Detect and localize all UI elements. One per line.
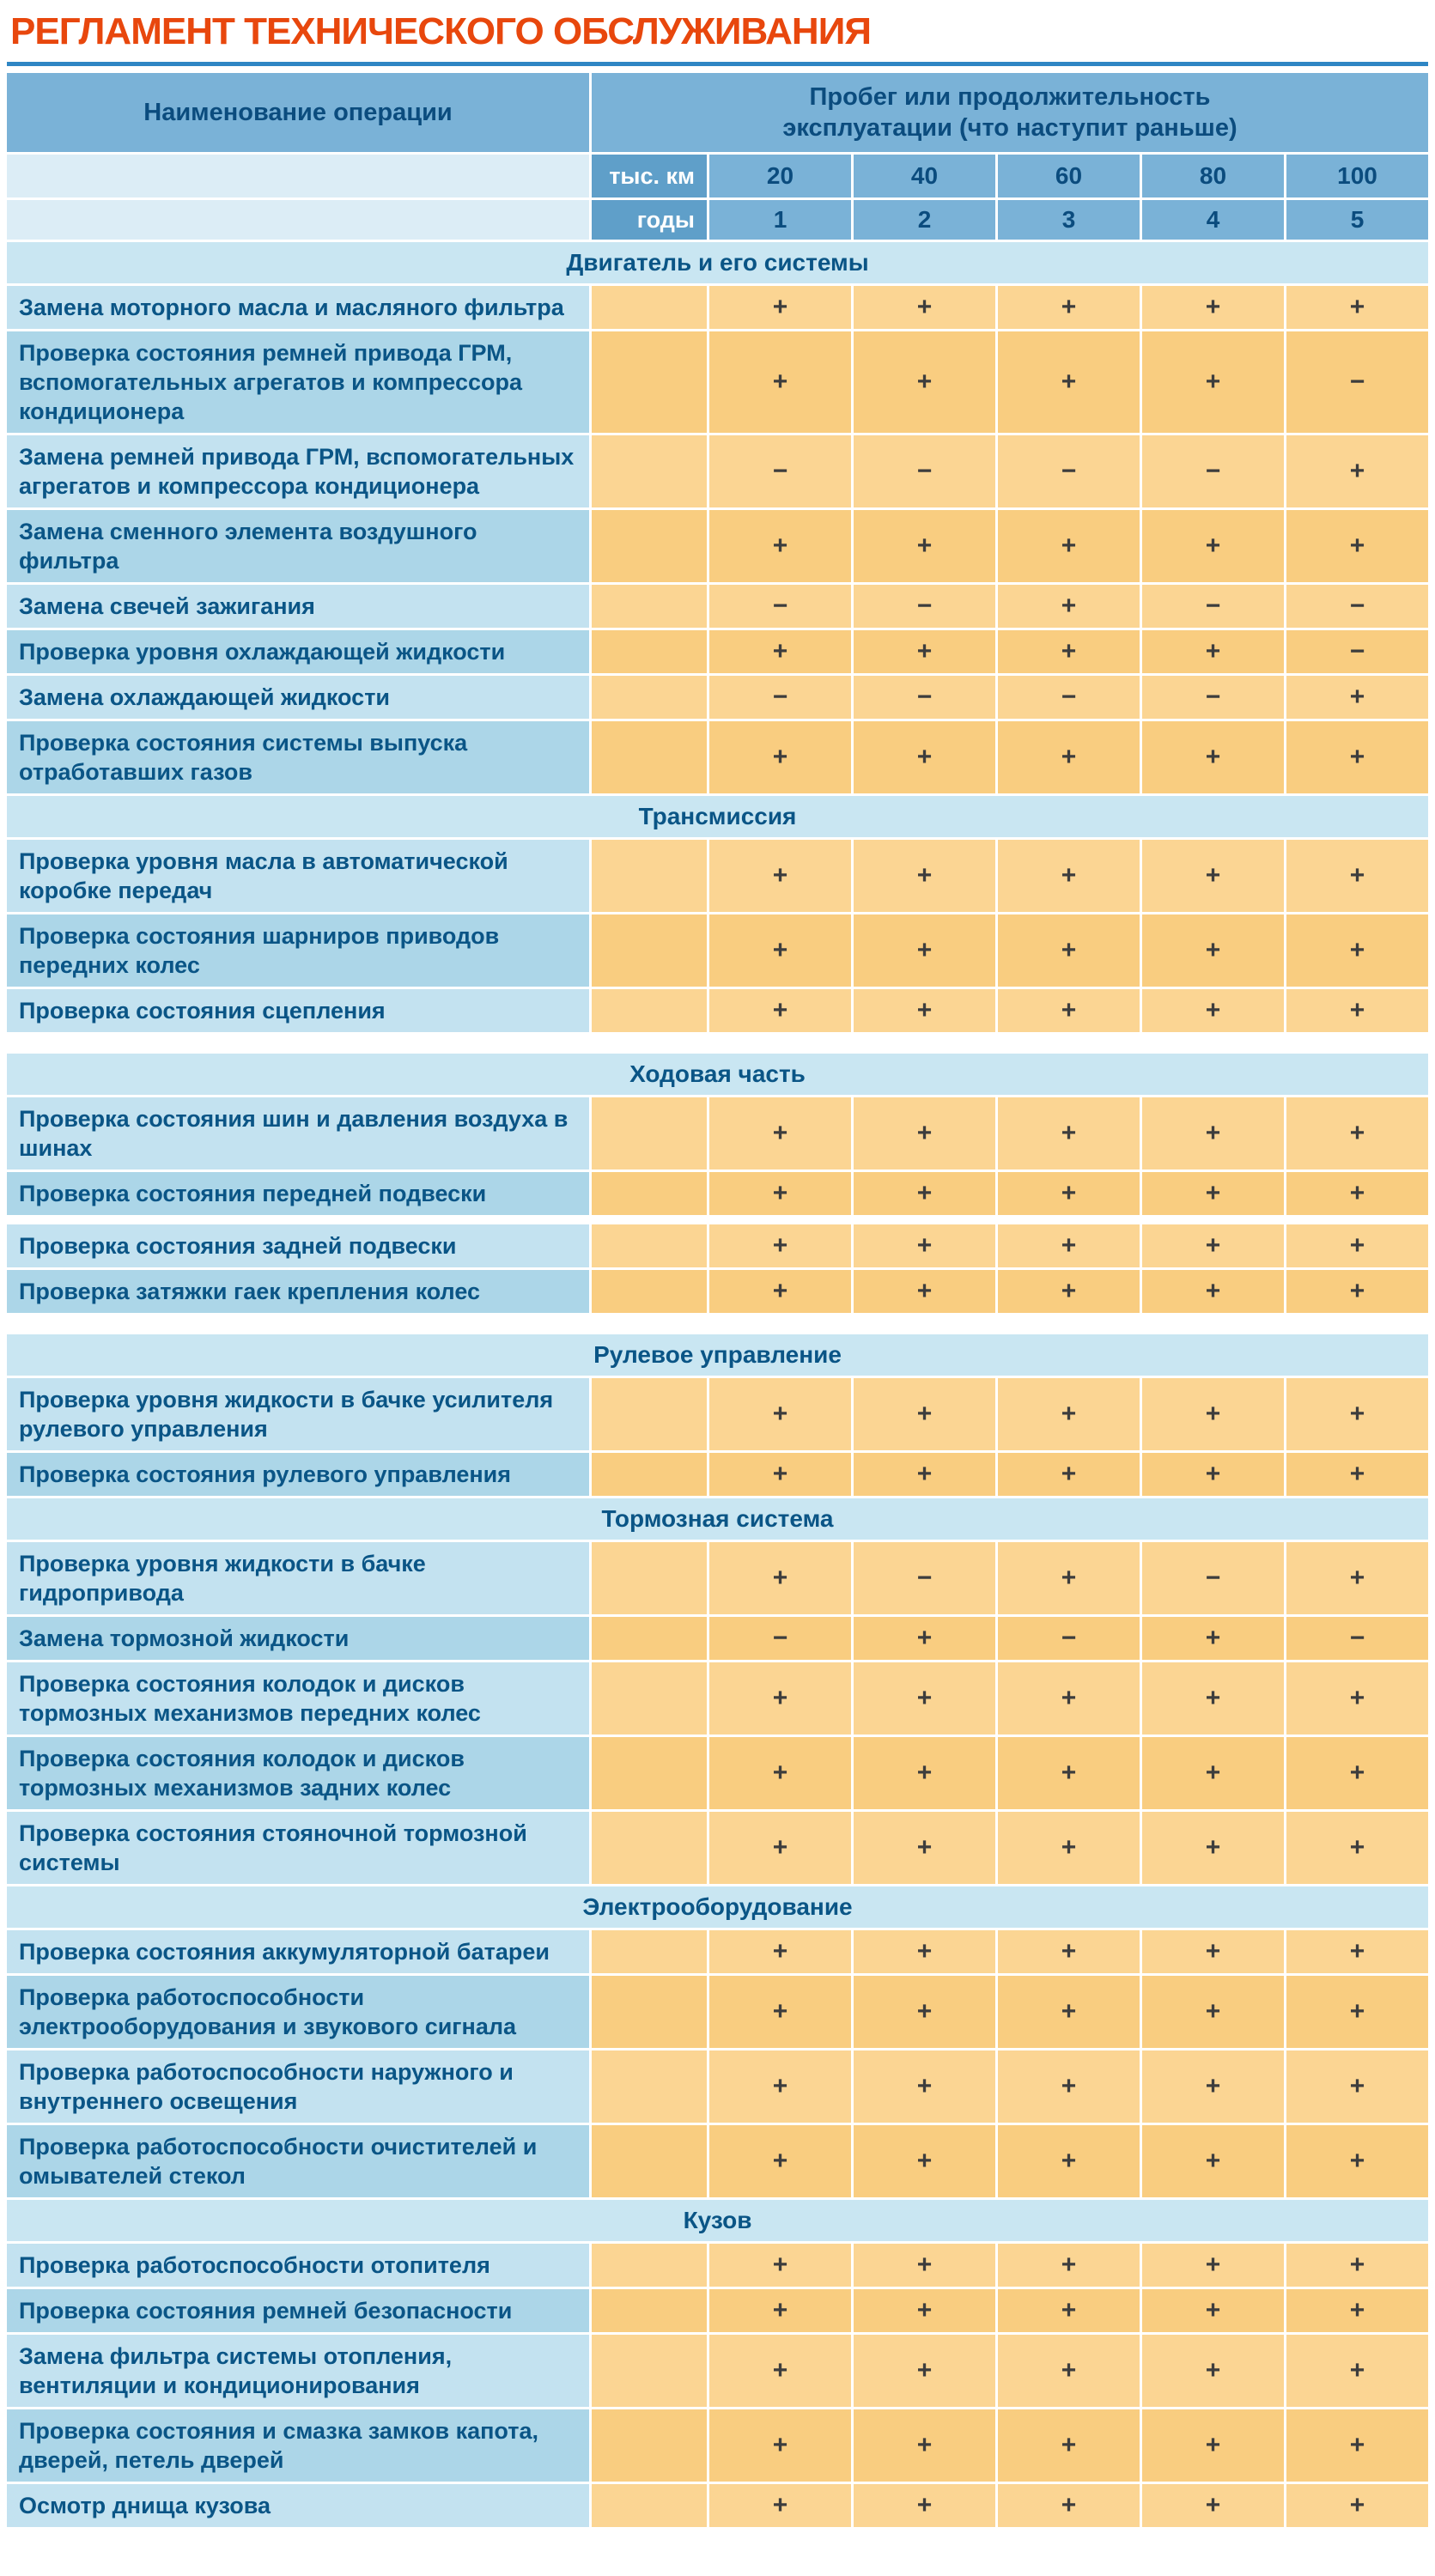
mark-cell: + [1142,1453,1284,1496]
mark-cell: + [998,1097,1140,1170]
operation-row [7,2484,1428,2527]
mark-cell: + [854,914,995,987]
mark-cell: + [1142,1378,1284,1450]
mark-cell: + [1286,914,1428,987]
mark-spacer-cell [592,1737,707,1809]
mark-cell: + [1286,1542,1428,1614]
mark-cell: + [1142,2289,1284,2332]
units-value-cell: 100 [1286,155,1428,197]
header-empty-cell [7,155,589,197]
mark-cell: + [709,1976,851,2048]
mark-spacer-cell [592,1662,707,1735]
mark-cell: + [709,2289,851,2332]
operation-column-header: Наименование операции [7,73,589,152]
mark-cell: + [1286,1172,1428,1215]
mark-cell: + [1286,721,1428,793]
section-header-row [7,1334,1428,1376]
mark-cell: + [998,2335,1140,2407]
mark-cell: + [709,2335,851,2407]
units-value-cell: 40 [854,155,995,197]
section-gap [7,1035,1428,1054]
mark-cell: + [998,2289,1140,2332]
operation-name-cell: Проверка уровня охлаждающей жидкости [7,630,589,673]
mark-cell: + [854,630,995,673]
operation-name-cell: Замена тормозной жидкости [7,1617,589,1660]
mark-spacer-cell [592,2050,707,2123]
mark-cell: + [998,510,1140,582]
mark-spacer-cell [592,286,707,329]
operation-row [7,1172,1428,1215]
section-header-row [7,1054,1428,1095]
mark-cell: − [998,1617,1140,1660]
mark-spacer-cell [592,585,707,628]
mark-cell: + [709,2244,851,2287]
mark-spacer-cell [592,676,707,719]
mileage-header [592,73,1428,152]
mark-spacer-cell [592,2289,707,2332]
mark-cell: + [1142,721,1284,793]
page-title: РЕГЛАМЕНТ ТЕХНИЧЕСКОГО ОБСЛУЖИВАНИЯ [10,10,871,52]
section-header: Трансмиссия [7,796,1428,837]
operation-row [7,1097,1428,1170]
mark-cell: + [854,2244,995,2287]
section-header-row [7,1498,1428,1540]
years-value-cell: 5 [1286,200,1428,240]
mark-cell: + [709,1172,851,1215]
mark-cell: + [854,286,995,329]
section-header: Тормозная система [7,1498,1428,1540]
operation-row [7,331,1428,433]
mark-cell: + [1286,1812,1428,1884]
mark-cell: + [1286,1097,1428,1170]
mark-cell: + [1286,1737,1428,1809]
mark-cell: + [854,331,995,433]
operation-name-cell: Замена фильтра системы отопления, вентиляции и кондиционирования [7,2335,589,2407]
mark-cell: + [709,331,851,433]
operation-row [7,630,1428,673]
mark-cell: + [998,1542,1140,1614]
mark-cell: + [854,1270,995,1313]
mark-cell: − [1286,630,1428,673]
maintenance-table [7,73,1428,2527]
mark-cell: + [1142,1224,1284,1267]
mark-cell: + [1286,2125,1428,2197]
operation-name-cell: Проверка состояния сцепления [7,989,589,1032]
mark-cell: + [709,1812,851,1884]
mark-cell: + [709,1662,851,1735]
mark-cell: + [854,2335,995,2407]
operation-name-cell: Замена охлаждающей жидкости [7,676,589,719]
mark-cell: + [1286,2289,1428,2332]
units-value-cell: 80 [1142,155,1284,197]
operation-name-cell: Проверка состояния и смазка замков капота, дверей, петель дверей [7,2409,589,2482]
mark-cell: + [1286,1976,1428,2048]
mark-cell: + [854,1224,995,1267]
mark-cell: + [854,1737,995,1809]
mark-cell: + [709,989,851,1032]
mark-cell: − [1142,1542,1284,1614]
mark-cell: + [1286,676,1428,719]
mark-cell: + [1142,1270,1284,1313]
mark-spacer-cell [592,1930,707,1973]
mark-cell: − [998,676,1140,719]
section-header: Двигатель и его системы [7,242,1428,283]
mark-spacer-cell [592,510,707,582]
mark-spacer-cell [592,1812,707,1884]
mark-cell: + [709,2050,851,2123]
header-empty-cell [7,200,589,240]
operation-name-cell: Проверка состояния аккумуляторной батареи [7,1930,589,1973]
mark-cell: + [1142,1662,1284,1735]
mark-cell: + [854,1812,995,1884]
mark-cell: + [1286,1378,1428,1450]
operation-row [7,1617,1428,1660]
mark-cell: + [998,630,1140,673]
row-gap [7,1218,1428,1224]
operation-name-cell: Проверка состояния ремней безопасности [7,2289,589,2332]
mark-cell: + [1142,1737,1284,1809]
units-value-cell: 20 [709,155,851,197]
mark-spacer-cell [592,840,707,912]
units-value-cell: 60 [998,155,1140,197]
mark-cell: + [1142,630,1284,673]
section-header-row [7,1886,1428,1928]
section-header: Рулевое управление [7,1334,1428,1376]
mark-cell: + [709,2484,851,2527]
mark-cell: + [854,2125,995,2197]
mark-cell: + [998,1453,1140,1496]
mark-cell: + [998,2125,1140,2197]
mark-spacer-cell [592,1172,707,1215]
mark-cell: + [998,2409,1140,2482]
operation-name-cell: Замена сменного элемента воздушного фильтра [7,510,589,582]
operation-name-cell: Проверка состояния ремней привода ГРМ, вспомогательных агрегатов и компрессора кондиционера [7,331,589,433]
mark-cell: + [998,914,1140,987]
years-label: годы [592,200,707,240]
operation-row [7,2050,1428,2123]
operation-name-cell: Проверка состояния колодок и дисков тормозных механизмов задних колес [7,1737,589,1809]
operation-name-cell: Замена моторного масла и масляного фильтра [7,286,589,329]
mark-cell: + [998,585,1140,628]
mark-cell: + [998,840,1140,912]
operation-row [7,2409,1428,2482]
section-header-row [7,796,1428,837]
mark-cell: + [709,914,851,987]
operation-name-cell: Проверка уровня жидкости в бачке гидропривода [7,1542,589,1614]
mark-spacer-cell [592,435,707,507]
operation-name-cell: Проверка состояния задней подвески [7,1224,589,1267]
mark-cell: + [1142,989,1284,1032]
mark-cell: + [998,1378,1140,1450]
mark-cell: + [998,1172,1140,1215]
mark-cell: − [709,585,851,628]
operation-row [7,2335,1428,2407]
section-header-row [7,2200,1428,2241]
mark-cell: + [854,2050,995,2123]
mark-cell: + [998,1270,1140,1313]
mark-cell: + [1286,989,1428,1032]
mark-cell: − [854,585,995,628]
mark-cell: − [709,435,851,507]
mark-cell: + [1142,840,1284,912]
operation-row [7,2289,1428,2332]
operation-name-cell: Проверка состояния системы выпуска отработавших газов [7,721,589,793]
mark-spacer-cell [592,721,707,793]
mark-spacer-cell [592,1378,707,1450]
mark-cell: + [1286,2409,1428,2482]
mark-cell: + [1286,510,1428,582]
years-value-cell: 3 [998,200,1140,240]
mark-cell: + [709,1097,851,1170]
operation-row [7,510,1428,582]
operation-row [7,2125,1428,2197]
mark-cell: − [1286,331,1428,433]
mark-cell: + [709,510,851,582]
mark-spacer-cell [592,1453,707,1496]
operation-row [7,721,1428,793]
mark-cell: + [709,721,851,793]
section-header: Ходовая часть [7,1054,1428,1095]
mark-cell: + [998,1812,1140,1884]
mark-cell: + [709,1270,851,1313]
mark-cell: + [1286,2484,1428,2527]
mark-cell: + [854,1097,995,1170]
mark-cell: + [998,1662,1140,1735]
operation-name-cell: Замена свечей зажигания [7,585,589,628]
mark-cell: + [854,1617,995,1660]
operation-name-cell: Проверка работоспособности очистителей и омывателей стекол [7,2125,589,2197]
operation-row [7,2244,1428,2287]
mark-spacer-cell [592,2335,707,2407]
mark-cell: + [1142,914,1284,987]
mark-cell: + [998,286,1140,329]
mark-cell: − [854,1542,995,1614]
operation-row [7,1662,1428,1735]
mark-cell: + [1142,286,1284,329]
mark-cell: + [854,1172,995,1215]
operation-name-cell: Проверка работоспособности отопителя [7,2244,589,2287]
table-header-row [7,73,1428,152]
mark-cell: + [1286,1930,1428,1973]
mark-cell: − [998,435,1140,507]
mark-cell: + [1142,1976,1284,2048]
section-header-row [7,242,1428,283]
mark-cell: + [998,1930,1140,1973]
operation-name-cell: Проверка работоспособности наружного и внутреннего освещения [7,2050,589,2123]
mark-cell: + [1142,2244,1284,2287]
operation-name-cell: Проверка состояния шин и давления воздуха в шинах [7,1097,589,1170]
mark-cell: + [1142,1172,1284,1215]
mark-cell: − [709,1617,851,1660]
mark-cell: − [854,435,995,507]
operation-row [7,1812,1428,1884]
mark-cell: + [854,1378,995,1450]
mark-spacer-cell [592,2484,707,2527]
mark-cell: + [709,1930,851,1973]
operation-row [7,585,1428,628]
mark-cell: + [1286,2335,1428,2407]
mark-spacer-cell [592,989,707,1032]
mark-spacer-cell [592,2244,707,2287]
mark-cell: + [998,2050,1140,2123]
mark-cell: + [998,1976,1140,2048]
mark-spacer-cell [592,914,707,987]
operation-name-cell: Проверка состояния рулевого управления [7,1453,589,1496]
units-label: тыс. км [592,155,707,197]
mark-cell: − [1286,585,1428,628]
mark-cell: + [854,1453,995,1496]
operation-row [7,1976,1428,2048]
operation-name-cell: Замена ремней привода ГРМ, вспомогательных агрегатов и компрессора кондиционера [7,435,589,507]
mark-spacer-cell [592,1542,707,1614]
mark-spacer-cell [592,1270,707,1313]
units-row [7,155,1428,197]
mark-cell: + [998,1737,1140,1809]
operation-row [7,1542,1428,1614]
mark-cell: − [1142,435,1284,507]
mark-cell: + [1142,1617,1284,1660]
section-gap [7,1315,1428,1334]
mark-cell: + [709,630,851,673]
mark-cell: + [998,1224,1140,1267]
mark-cell: + [1286,286,1428,329]
mark-cell: − [1286,1617,1428,1660]
mark-cell: + [998,331,1140,433]
mark-cell: + [998,2244,1140,2287]
mark-cell: + [854,510,995,582]
mileage-header-label: Пробег или продолжительность эксплуатации (что наступит раньше) [782,82,1237,142]
operation-row [7,1270,1428,1313]
mark-spacer-cell [592,1224,707,1267]
years-value-cell: 1 [709,200,851,240]
mark-cell: + [1142,2050,1284,2123]
mark-cell: − [854,676,995,719]
mark-cell: + [854,1976,995,2048]
mark-cell: + [1142,331,1284,433]
mark-cell: + [854,721,995,793]
operation-row [7,676,1428,719]
mark-spacer-cell [592,1976,707,2048]
mark-cell: + [854,2409,995,2482]
operation-row [7,840,1428,912]
mark-spacer-cell [592,1617,707,1660]
operation-row [7,1453,1428,1496]
mark-cell: + [709,1737,851,1809]
mark-cell: + [1286,1270,1428,1313]
mark-cell: + [1286,2050,1428,2123]
mark-cell: + [709,286,851,329]
operation-name-cell: Проверка уровня жидкости в бачке усилителя рулевого управления [7,1378,589,1450]
mark-cell: + [1286,1224,1428,1267]
mark-cell: + [998,721,1140,793]
years-value-cell: 2 [854,200,995,240]
mark-cell: + [1142,2409,1284,2482]
mark-cell: + [854,2289,995,2332]
mark-cell: + [709,1542,851,1614]
mark-cell: + [709,1378,851,1450]
mark-cell: + [1142,510,1284,582]
section-header: Электрооборудование [7,1886,1428,1928]
mark-cell: + [709,840,851,912]
mark-cell: + [1286,840,1428,912]
mark-spacer-cell [592,1097,707,1170]
mark-cell: + [1142,1812,1284,1884]
mark-cell: + [1286,1453,1428,1496]
mark-spacer-cell [592,2409,707,2482]
mark-cell: + [1286,2244,1428,2287]
mark-cell: + [1142,2484,1284,2527]
operation-row [7,435,1428,507]
mark-cell: + [1286,435,1428,507]
operation-row [7,1737,1428,1809]
section-header: Кузов [7,2200,1428,2241]
operation-name-cell: Осмотр днища кузова [7,2484,589,2527]
mark-cell: + [854,2484,995,2527]
operation-row [7,914,1428,987]
operation-name-cell: Проверка состояния стояночной тормозной системы [7,1812,589,1884]
operation-name-cell: Проверка состояния передней подвески [7,1172,589,1215]
operation-name-cell: Проверка состояния шарниров приводов передних колес [7,914,589,987]
mark-cell: + [854,1930,995,1973]
mark-cell: − [709,676,851,719]
mark-cell: − [1142,585,1284,628]
operation-name-cell: Проверка уровня масла в автоматической коробке передач [7,840,589,912]
mark-cell: + [709,1224,851,1267]
mark-cell: + [709,2125,851,2197]
mark-cell: + [998,989,1140,1032]
mark-cell: + [1142,1097,1284,1170]
mark-cell: + [1286,1662,1428,1735]
operation-name-cell: Проверка затяжки гаек крепления колес [7,1270,589,1313]
operation-row [7,1224,1428,1267]
mark-cell: + [1142,2335,1284,2407]
mark-cell: − [1142,676,1284,719]
operation-row [7,1378,1428,1450]
operation-name-cell: Проверка работоспособности электрооборудования и звукового сигнала [7,1976,589,2048]
mark-cell: + [709,2409,851,2482]
mark-cell: + [854,989,995,1032]
operation-row [7,286,1428,329]
mark-cell: + [709,1453,851,1496]
mark-spacer-cell [592,331,707,433]
mark-spacer-cell [592,2125,707,2197]
mark-cell: + [854,1662,995,1735]
mark-cell: + [854,840,995,912]
mark-cell: + [1142,1930,1284,1973]
mark-cell: + [1142,2125,1284,2197]
mark-cell: + [998,2484,1140,2527]
operation-row [7,989,1428,1032]
operation-name-cell: Проверка состояния колодок и дисков тормозных механизмов передних колес [7,1662,589,1735]
years-row [7,200,1428,240]
title-rule [7,62,1428,66]
mark-spacer-cell [592,630,707,673]
operation-row [7,1930,1428,1973]
years-value-cell: 4 [1142,200,1284,240]
